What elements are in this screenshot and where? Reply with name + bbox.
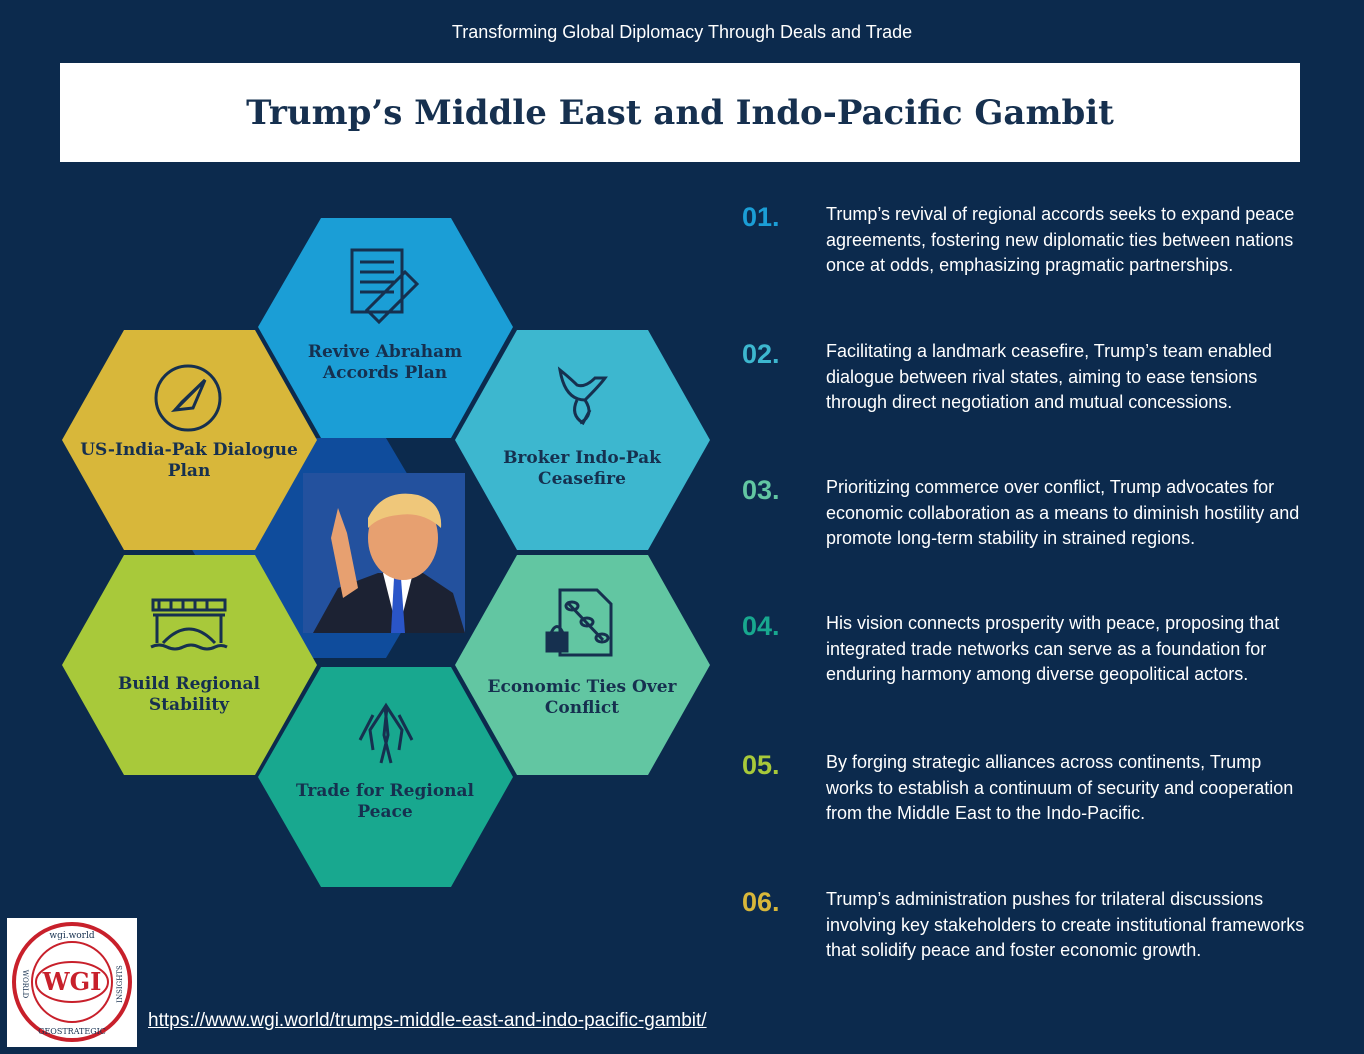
hex-label-revive-abraham: Revive Abraham Accords Plan [307,342,463,383]
point-text: Trump’s administration pushes for trilateral discussions involving key stakeholders to create institutional frameworks that solidify peace and foster economic growth. [826,889,1305,960]
logo-center-text: WGI [42,967,102,996]
logo-left-text: WORLD [21,969,29,999]
point-text: His vision connects prosperity with peace, proposing that integrated trade networks can serve as a foundation for enduring harmony among diverse geopolitical actors. [826,613,1280,684]
point-number: 03. [742,475,780,505]
hexagon-cluster [55,210,715,900]
point-number: 06. [742,887,780,917]
wgi-logo [7,918,137,1047]
article-link[interactable]: https://www.wgi.world/trumps-middle-east-and-indo-pacific-gambit/ [148,1010,707,1031]
point-text: Facilitating a landmark ceasefire, Trump’s team enabled dialogue between rival states, aiming to ease tensions through direct negotiation and mutual concessions. [826,341,1272,412]
logo-top-text: wgi.world [49,931,95,941]
point-text: Prioritizing commerce over conflict, Trump advocates for economic collaboration as a means to diminish hostility and promote long-term stability in strained regions. [826,477,1300,548]
hex-label-trade-peace: Trade for Regional Peace [296,781,474,822]
logo-right-text: INSIGHTS [116,965,124,1003]
page-subtitle: Transforming Global Diplomacy Through Deals and Trade [451,22,913,42]
point-number: 01. [742,202,780,232]
portrait-photo [303,473,465,633]
hex-label-build-stability: Build Regional Stability [118,674,260,715]
page-title: Trump’s Middle East and Indo-Pacific Gambit [246,92,1114,133]
point-text: By forging strategic alliances across continents, Trump works to establish a continuum of security and cooperation from the Middle East to the Indo-Pacific. [826,752,1294,823]
point-text: Trump’s revival of regional accords seeks to expand peace agreements, fostering new diplomatic ties between nations once at odds, emphasizing pragmatic partnerships. [826,204,1295,275]
point-number: 02. [742,339,780,369]
point-number: 04. [742,611,780,641]
hex-label-broker-ceasefire: Broker Indo-Pak Ceasefire [503,448,661,489]
point-number: 05. [742,750,780,780]
title-banner [60,63,1300,162]
logo-bottom-text: GEOSTRATEGIC [38,1027,106,1036]
hex-label-economic-ties: Economic Ties Over Conflict [487,677,677,718]
wgi-logo-graphic [7,918,137,1047]
hex-label-dialogue-plan: US-India-Pak Dialogue Plan [80,440,298,481]
